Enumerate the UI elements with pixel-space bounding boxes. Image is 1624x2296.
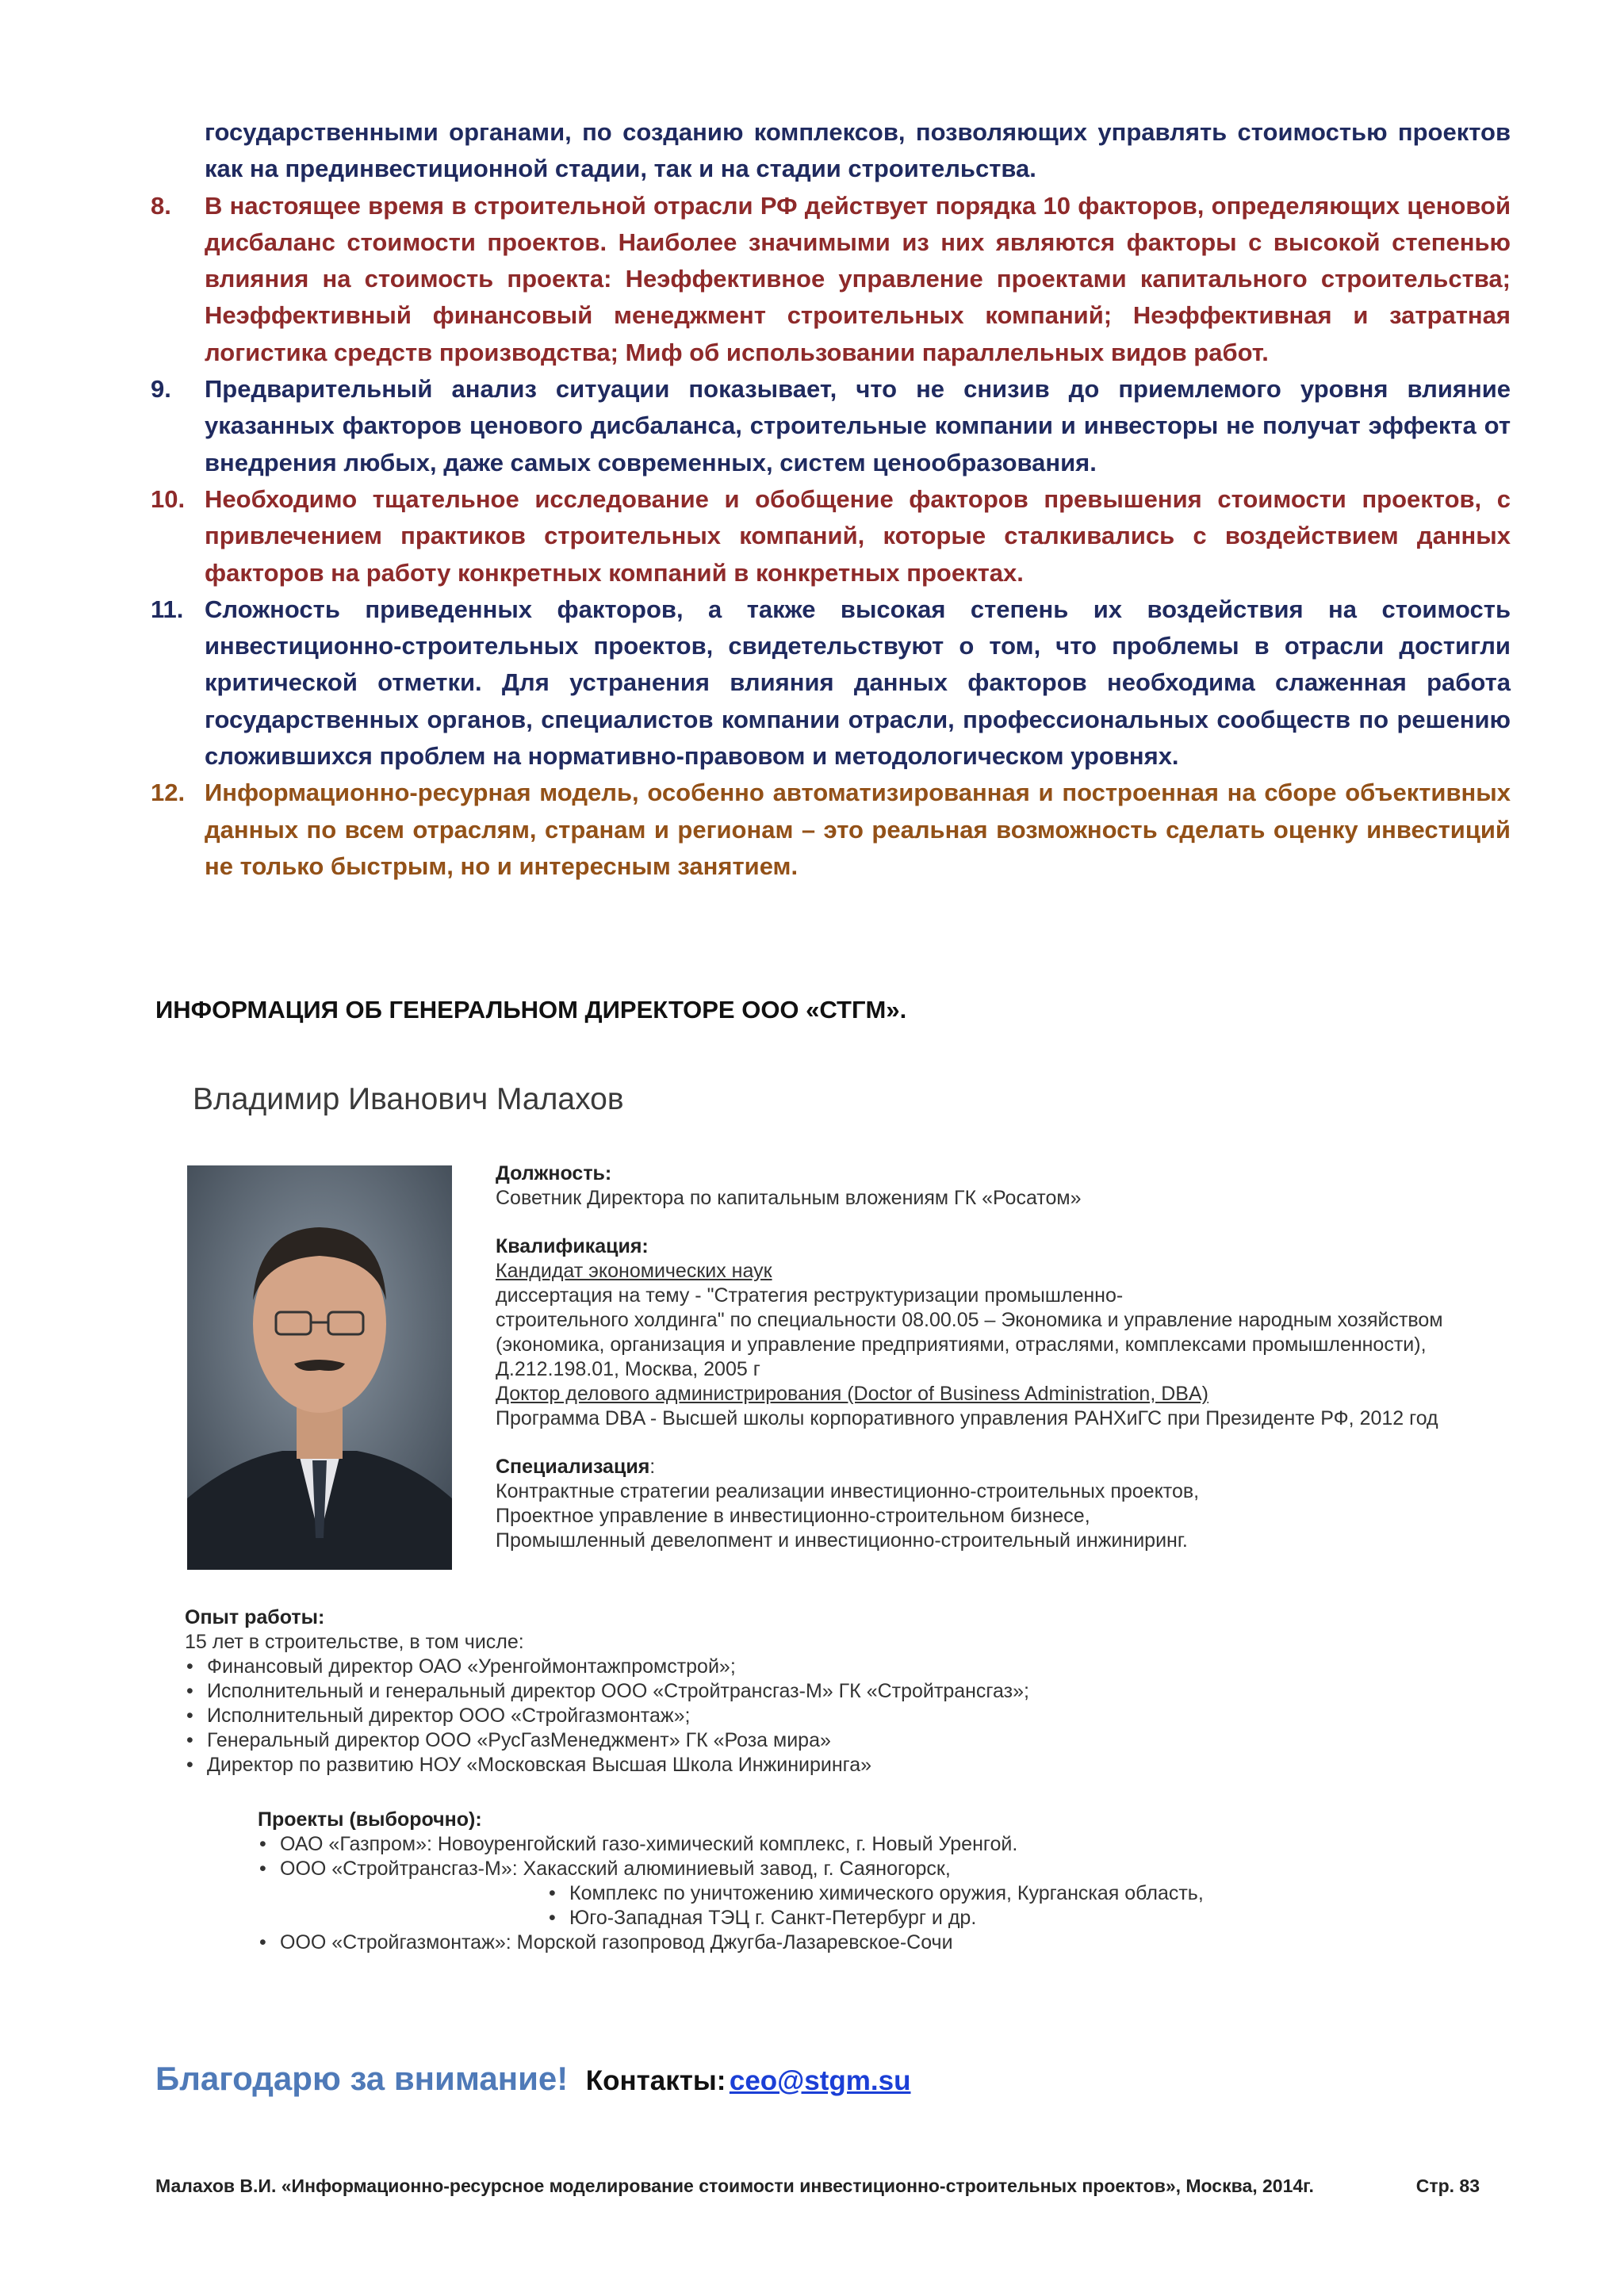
project-subitem: • Юго-Западная ТЭЦ г. Санкт-Петербург и др.: [547, 1906, 1447, 1931]
qualification-dba: Доктор делового администрирования (Doctor of Business Administration, DBA): [496, 1383, 1208, 1405]
experience-item: • Генеральный директор ООО «РусГазМенеджмент» ГК «Роза мира»: [185, 1728, 1454, 1753]
list-item-12: [151, 775, 1511, 885]
specialization-line: Промышленный девелопмент и инвестиционно-строительный инжиниринг.: [496, 1529, 1188, 1552]
contacts-email-link[interactable]: ceo@stgm.su: [729, 2065, 911, 2096]
projects-label: Проекты (выборочно):: [258, 1808, 482, 1831]
list-item-text: Необходимо тщательное исследование и обобщение факторов превышения стоимости проектов, с привлечением практиков строительных компаний, которые сталкивались с воздействием данных факторов на работу конкретных компаний в конкретных проектах.: [205, 484, 1511, 587]
list-number: 11.: [151, 595, 184, 623]
qualification-degree: Кандидат экономических наук: [496, 1260, 772, 1282]
list-item-text: государственными органами, по созданию комплексов, позволяющих управлять стоимостью проектов как на прединвестиционной стадии, так и на стадии строительства.: [205, 118, 1511, 183]
list-item-11: [151, 591, 1511, 775]
qualification-line: (экономика, организация и управление предприятиями, отраслями, комплексами промышленности),: [496, 1334, 1427, 1356]
project-item: • ОАО «Газпром»: Новоуренгойский газо-химический комплекс, г. Новый Уренгой.: [258, 1832, 1447, 1857]
page-number: Стр. 83: [1415, 2175, 1480, 2196]
section-title: ИНФОРМАЦИЯ ОБ ГЕНЕРАЛЬНОМ ДИРЕКТОРЕ ООО «СТГМ».: [155, 996, 907, 1024]
contacts-label: Контакты:: [585, 2065, 726, 2096]
specialization-line: Контрактные стратегии реализации инвестиционно-строительных проектов,: [496, 1480, 1200, 1502]
director-name: Владимир Иванович Малахов: [193, 1082, 624, 1116]
page-footer: [155, 2175, 1527, 2197]
list-item-9: [151, 371, 1511, 481]
qualification-line: диссертация на тему - "Стратегия реструктуризации промышленно-: [496, 1284, 1124, 1307]
director-details: [496, 1161, 1495, 1553]
director-photo: [187, 1165, 452, 1570]
qualification-line: Д.212.198.01, Москва, 2005 г: [496, 1358, 760, 1380]
portrait-image: [187, 1165, 452, 1570]
list-item-8: [151, 188, 1511, 371]
project-item: • ООО «Стройгазмонтаж»: Морской газопровод Джугба-Лазаревское-Сочи: [258, 1931, 1447, 1955]
project-item: • ООО «Стройтрансгаз-М»: Хакасский алюминиевый завод, г. Саяногорск,: [258, 1857, 1447, 1881]
list-item-text: Предварительный анализ ситуации показывает, что не снизив до приемлемого уровня влияние указанных факторов ценового дисбаланса, строительные компании и инвесторы не получат эффекта от внедрения любых, даже самых современных, систем ценообразования.: [205, 375, 1511, 476]
experience-intro: 15 лет в строительстве, в том числе:: [185, 1631, 524, 1653]
numbered-list: [151, 114, 1511, 885]
thanks-text: Благодарю за внимание!: [155, 2060, 569, 2097]
list-number: 10.: [151, 484, 186, 513]
specialization-label: Специализация: [496, 1456, 650, 1478]
list-item-7-continuation: [151, 114, 1511, 188]
list-number: 9.: [151, 375, 171, 404]
position-label: Должность:: [496, 1162, 612, 1184]
experience-item: • Исполнительный директор ООО «Стройгазмонтаж»;: [185, 1704, 1454, 1728]
list-item-10: [151, 481, 1511, 591]
specialization-colon: :: [649, 1456, 656, 1478]
list-item-text: В настоящее время в строительной отрасли РФ действует порядка 10 факторов, определяющих ценовой дисбаланс стоимости проектов. Наиболее значимыми из них являются факторы с высокой степенью влияния на стоимость проекта: Неэффективное управление проектами капитального строительства; Неэффективный финансовый менеджмент строительных компаний; Неэффективная и затратная логистика средств производства; Миф об использовании параллельных видов работ.: [205, 191, 1511, 366]
footer-citation: Малахов В.И. «Информационно-ресурсное моделирование стоимости инвестиционно-строительных проектов», Москва, 2014г.: [155, 2175, 1314, 2196]
list-number: 8.: [151, 191, 171, 220]
experience-item: • Директор по развитию НОУ «Московская Высшая Школа Инжиниринга»: [185, 1753, 1454, 1777]
closing-line: [155, 2060, 911, 2098]
experience-label: Опыт работы:: [185, 1606, 325, 1628]
qualification-dba-program: Программа DBA - Высшей школы корпоративного управления РАНХиГС при Президенте РФ, 2012 год: [496, 1407, 1438, 1429]
list-number: 12.: [151, 779, 186, 807]
list-item-text: Сложность приведенных факторов, а также высокая степень их воздействия на стоимость инвестиционно-строительных проектов, свидетельствуют о том, что проблемы в отрасли достигли критической отметки. Для устранения влияния данных факторов необходима слаженная работа государственных органов, специалистов компании отрасли, профессиональных сообществ по решению сложившихся проблем на нормативно-правовом и методологическом уровнях.: [205, 595, 1511, 771]
list-item-text: Информационно-ресурная модель, особенно автоматизированная и построенная на сборе объективных данных по всем отраслям, странам и регионам – это реальная возможность сделать оценку инвестиций не только быстрым, но и интересным занятием.: [205, 779, 1511, 880]
projects: [258, 1808, 1447, 1955]
experience-item: • Исполнительный и генеральный директор ООО «Стройтрансгаз-М» ГК «Стройтрансгаз»;: [185, 1679, 1454, 1704]
qualification-label: Квалификация:: [496, 1235, 649, 1257]
director-profile-card: [178, 1066, 1519, 1994]
experience-item: • Финансовый директор ОАО «Уренгоймонтажпромстрой»;: [185, 1655, 1454, 1679]
specialization-line: Проектное управление в инвестиционно-строительном бизнесе,: [496, 1505, 1090, 1527]
project-subitem: • Комплекс по уничтожению химического оружия, Курганская область,: [547, 1881, 1447, 1906]
position-value: Советник Директора по капитальным вложениям ГК «Росатом»: [496, 1187, 1082, 1209]
qualification-line: строительного холдинга" по специальности 08.00.05 – Экономика и управление народным хозяйством: [496, 1309, 1443, 1331]
work-experience: [185, 1605, 1454, 1777]
